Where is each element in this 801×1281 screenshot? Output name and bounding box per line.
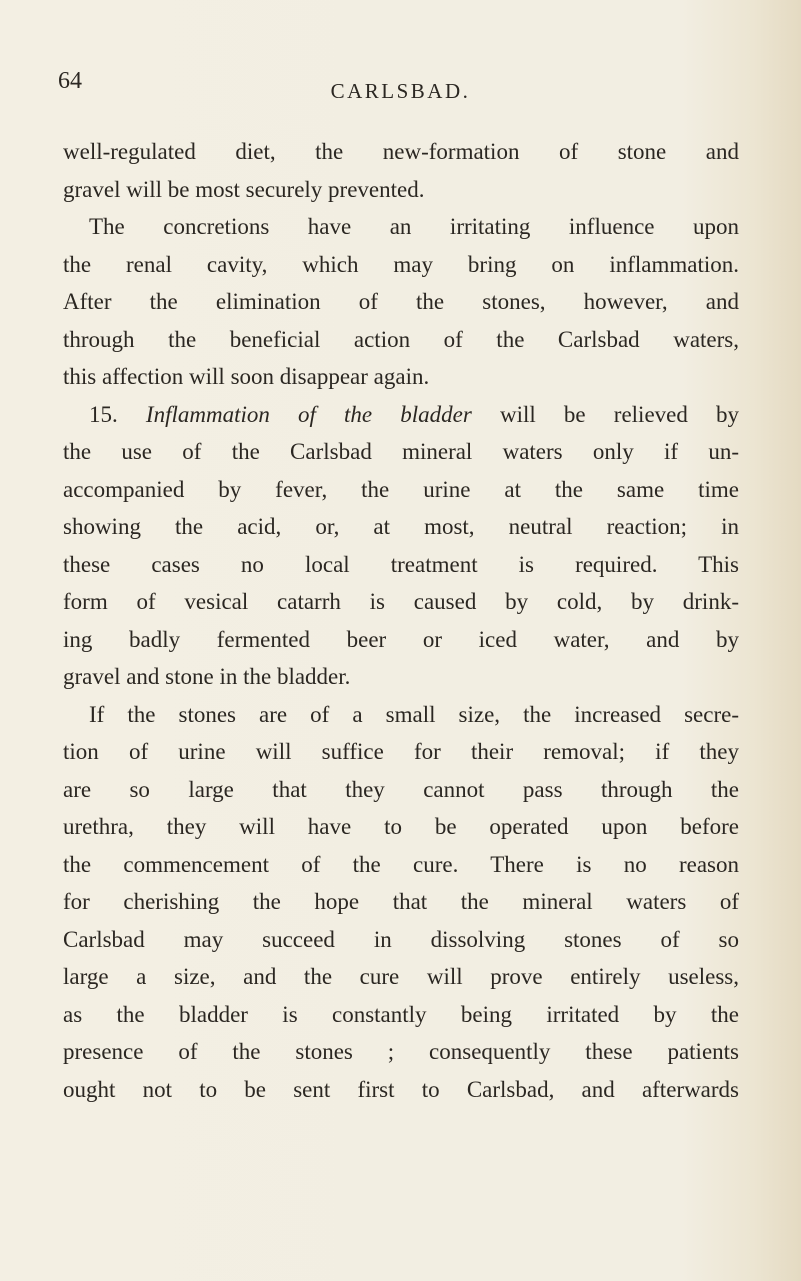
text-line: are so large that they cannot pass through the xyxy=(63,776,739,802)
text-line: After the elimination of the stones, however, and xyxy=(63,289,739,314)
text-line: this affection will soon disappear again. xyxy=(63,364,430,389)
text-line: large a size, and the cure will prove entirely useless, xyxy=(63,964,739,989)
section-number: 15. xyxy=(89,401,118,427)
text-line: If the stones are of a small size, the increased secre- xyxy=(89,701,739,727)
text-line: presence of the stones ; consequently these patients xyxy=(63,1039,739,1064)
text-line: tion of urine will suffice for their removal; if they xyxy=(63,739,739,764)
text-line: urethra, they will have to be operated upon before xyxy=(63,814,739,839)
text-line: gravel and stone in the bladder. xyxy=(63,664,351,689)
text-line: the commencement of the cure. There is no reason xyxy=(63,851,739,877)
section-text: will be relieved by xyxy=(500,401,740,427)
text-line: these cases no local treatment is required. This xyxy=(63,551,739,577)
text-line: accompanied by fever, the urine at the same time xyxy=(63,476,739,502)
text-line-section-heading xyxy=(63,396,739,434)
text-line: showing the acid, or, at most, neutral reaction; in xyxy=(63,514,739,539)
text-line: as the bladder is constantly being irritated by the xyxy=(63,1001,739,1027)
text-line: through the beneficial action of the Carlsbad waters, xyxy=(63,326,739,352)
text-line: for cherishing the hope that the mineral waters of xyxy=(63,889,739,914)
text-line: well-regulated diet, the new-formation of stone and xyxy=(63,139,739,164)
text-line: The concretions have an irritating influence upon xyxy=(89,214,739,239)
text-line: form of vesical catarrh is caused by cold, by drink- xyxy=(63,589,739,614)
section-title: Inflammation of the bladder xyxy=(145,401,472,427)
body-text xyxy=(63,133,739,1108)
text-line: the use of the Carlsbad mineral waters only if un- xyxy=(63,439,739,464)
text-line: ing badly fermented beer or iced water, and by xyxy=(63,626,739,652)
text-line: gravel will be most securely prevented. xyxy=(63,176,425,202)
text-line: Carlsbad may succeed in dissolving stones of so xyxy=(63,926,739,952)
text-line: the renal cavity, which may bring on inflammation. xyxy=(63,251,739,277)
running-head: CARLSBAD. xyxy=(330,79,471,103)
page-number: 64 xyxy=(58,68,82,94)
text-line: ought not to be sent first to Carlsbad, and afterwards xyxy=(63,1076,739,1102)
